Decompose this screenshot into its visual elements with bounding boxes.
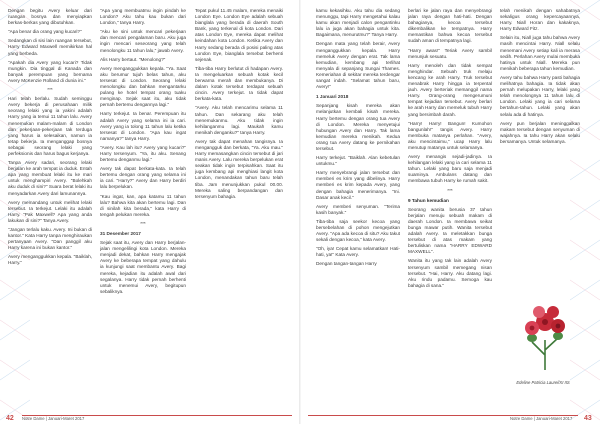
paragraph: "Oh, iya! Cepat kamu selamatkan! Hati-hati, ya!" Kata Avery.: [316, 246, 400, 258]
paragraph: Tiba-tiba saja seekor kecoa yang bersebelahan di pohon mengejutkan Avery. "Apa ada kecoa di situ? Aku takut sekali dengan kecoa," kata Avery.: [316, 218, 400, 243]
paragraph: Harry terkejut. Ia benar. Perempuan itu adalah Avery yang selama ini ia cari. Avery yang ia tolong 11 tahun lalu ketika tersesat di London. "Apa kau ingat namanya?" tanya Harry.: [100, 111, 186, 141]
paragraph: Wanita itu yang tak lain adalah Avery tersenyum sambil memegang nisan tersebut. "Hai, Harry. Aku datang lagi. Aku rindu padamu. Semoga kau bahagia di sana.": [408, 258, 492, 288]
paragraph: Avery menangis sejadi-jadinya. Ia kehilangan lelaki yang ia cari selama 11 tahun. Lelaki yang baru saja menjadi suaminya. Ambulans datang dan membawa tubuh Harry ke rumah sakit.: [408, 154, 492, 184]
paragraph: Alis Harry bertaut. "Menolong?": [100, 56, 166, 62]
paragraph: Dengan tangan-tangan Harry: [316, 261, 377, 267]
paragraph: berlari ke jalan raya dan menyebrangi jalan raya dengan hati-hati. Dengan bahagianya, kecoa tersebut dikembalikan ke tempatnya. Harry memastikan bahwa kecoa tersebut sudah aman di tempatnya lagi.: [408, 8, 492, 44]
paragraph: Sepanjang kisah mereka akan melanjutkan kembali kisah mereka. Harry bertemu dengan orang tua Avery di London. Mereka menyetujui hubungan Avery dan Harry. Tak lama kemudian mereka menikah. Kedua orang tua Avery datang ke pernikahan tersebut.: [316, 103, 400, 151]
paragraph: Tiba-tiba Harry berlutut di hadapan Avery. Ia mengeluarkan sebuah kotak kecil berwarna merah dan membukanya. Di dalam kotak tersebut terdapat sebuah cincin. Avery terkejut. Ia tidak dapat berkata-kata.: [195, 65, 283, 102]
paragraph: Seorang wanita berusia 37 tahun berjalan menuju sebuah makam di daerah London. Ia membawa seikat bunga mawar putih. Wanita tersebut adalah Avery. Ia meletakkan bunga tersebut di atas makam yang bertuliskan nama "HARRY EDWARD MAXWELL".: [408, 206, 492, 255]
paragraph: Sejak saat itu, Avery dan Harry berjalan-jalan mengelilingi kota London. Mereka menjadi dekat, bahkan Harry mengajak Avery ke beberapa tempat yang dahulu ia kunjungi saat membantu Avery. Bagi mereka, kejadian itu adalah awal dari segalanya. Harry tidak pernah berhenti untuk menemui Avery, begitupun sebaliknya.: [100, 240, 186, 294]
left-footer: [0, 410, 300, 424]
paragraph: telah menikah dengan sahabatnya sekaligus orang kepercayaannya, Harry. Niall Horan dan kakaknya, Harry Edward Fitz.: [500, 8, 580, 32]
paragraph: "Aku ke sini untuk mencari pekerjaan dan mencari pengalaman baru. Aku juga ingin mencari seseorang yang telah menolongku 11 tahun lalu," jawab Avery.: [100, 29, 186, 53]
right-footer: [300, 410, 600, 424]
paragraph: Avery memberi senyuman. "Terima kasih banyak.": [316, 203, 400, 215]
date-heading: 1 Januari 2018: [316, 94, 349, 100]
section-divider: ***: [47, 87, 53, 93]
paragraph: "Avery. Aku telah mencarimu selama 11 tahun. Dan sekarang aku telah menemukanmu. Aku tidak ingin kehilanganmu lagi. Maukah kamu menikah denganku?" tanya Harry.: [195, 105, 283, 135]
paragraph: "Harry! Harry! Bangun! Kumohon bangunlah!" tangis Avery. Harry membuka matanya perlahan. "Avery, aku mencintaimu," ucap Harry lalu menutup matanya untuk selamanya.: [408, 120, 492, 150]
section-divider: ***: [447, 187, 453, 193]
right-column-1: [316, 8, 400, 408]
paragraph: "Jangan terlalu kaku. Avery. Ini bukan di kantor." Kata Harry tanpa menghiraukan pertanyaan Avery. "Dan panggil aku Harry karena ini bukan kantor.": [8, 227, 92, 251]
paragraph: Avery memandang untuk melihat lelaki tersebut. Ia terkejut. Lelaki itu adalah Harry. "Pak Maxwell? Apa yang anda lakukan di sini?" Tanya Avery.: [8, 199, 92, 223]
paragraph: "Apa yang membuatmu ingin pindah ke London? Aku tahu kau bukan dari London," tanya Harry.: [100, 8, 186, 26]
paragraph: "Harry awas!" Teriak Avery sambil menunjuk sesuatu.: [408, 47, 492, 59]
paragraph: Avery menganggukkan kepala. "Ya. Saat aku berumur tujuh belas tahun, aku tersesat di London. Seorang lelaki menolongku dan bahkan mengantarku pulang ke hotel tempat orang tuaku menginap. Sejak saat itu, aku tidak pernah bertemu dengannya lagi.": [100, 65, 186, 108]
page-number: 42: [6, 415, 14, 422]
paragraph: "Avery. Kau lah itu? Avery yang kucari?" Harry tersenyum. "Ya, itu aku. Senang bertemu denganmu lagi.": [100, 144, 186, 163]
paragraph: Avery menganggukkan kepala. "Baiklah, Harry.": [8, 254, 92, 266]
paragraph: "Kau ingat, kan, apa katamu 11 tahun lalu? Bahwa kita akan bertemu lagi. Dan di sinilah kita berada," kata Harry di tengah pelukan mereka.: [100, 193, 186, 217]
paragraph: Selain itu, Niall juga tahu bahwa Avery masih mencintai Harry. Niall selalu menemani Avery setiap kali ia merasa sedih. Perlahan Avery mulai membuka hatinya untuk Niall. Mereka pun menikah beberapa tahun kemudian.: [500, 35, 580, 71]
right-column-2: [408, 8, 492, 408]
paragraph: Avery tak dapat berkata-kata. Ia telah bertemu dengan orang yang selama ini ia cari. "Harry?" Avery dan Harry berdiri lalu berpelukan.: [100, 166, 186, 190]
section-divider: ***: [140, 220, 146, 226]
paragraph: Tanpa Avery sadari, seorang lelaki berjalan ke arah tempat ia duduk. Entah apa yang membuat lelaki itu ke mari untuk menghampiri Avery. "Bolehkah aku duduk di sini?" Suara berat lelaki itu menyadarkan Avery dari lamunannya.: [8, 160, 92, 196]
paragraph: "Apakah dia Avery yang kucari? Tidak mungkin. Dia tinggal di Kanada dan banyak perempuan yang bernama Avery McKenzie Rolland di dunia ini.": [8, 59, 92, 83]
left-column-1: [8, 8, 92, 408]
paragraph: "Apa benar dia orang yang kucari?": [8, 29, 82, 35]
paragraph: Dengan mata yang telah berair, Avery menganggukkan kepala. Harry memeluk Avery dengan erat. Tak lama kemudian, kembang api terlihat menyala di sepanjang Sungai Thames. Kemeriahan di sekitar mereka terdengar sangat indah. "Selamat tahun baru, Avery!": [316, 41, 400, 90]
left-column-2: [100, 8, 186, 408]
paragraph: Dengan begitu Avery keluar dari ruangan bosnya dan menyiapkan berkas-berkas yang dibutuhkan.: [8, 8, 92, 26]
date-heading: 31 Desember 2017: [100, 231, 141, 236]
paragraph: kamu kekasihku. Aku tahu dia sedang menunggu, tapi Harry mengetahui kalau kamu akan menjadi calon pengantinku lalu ia juga akan bahagia untuk kita. Bagaimana, menurutmu?" Tanya Harry.: [316, 8, 400, 38]
magazine-title: Notre Dame | Januari-Maret 2017: [510, 416, 573, 421]
flower-bouquet-illustration: [510, 300, 580, 370]
section-heading: 9 Tahun kemudian: [408, 197, 449, 203]
paragraph: Harry menoleh dan tidak sempat menghindar. Sebuah truk melaju kencang ke arah Harry. Truk tersebut menabrak Harry hingga ia terpental jauh. Avery berteriak memanggil nama Harry. Orang-orang mengerumuni tempat kejadian tersebut. Avery berlari ke arah Harry dan memeluk tubuh Harry yang bersimbah darah.: [408, 62, 492, 117]
paragraph: Tepat pukul 11.45 malam, mereka menaiki London Eye. London Eye adalah sebuah bianglala yang berada di daerah South Bank, yang terkenal di kota London. Dari atas London Eye, mereka dapat melihat keindahan kota London. Ketika Avery dan Harry sedang berada di posisi paling atas London Eye, bianglala tersebut berhenti sejenak.: [195, 8, 283, 62]
left-column-3: [195, 8, 283, 408]
paragraph: Sedangkan di sisi lain ruangan tersebut, Harry Edward Maxwell memikirkan hal yang berbeda.: [8, 38, 92, 56]
paragraph: Harry menyebrangi jalan tersebut dan memberi es krim yang dibelinya. Harry memberi es krim kepada Avery, yang dengan bahagia menerimanya. "Ini. Dasar anak kecil.": [316, 170, 400, 200]
illustration-caption: Edeline Patricia Laurel/XI IIS: [516, 380, 570, 385]
right-column-3: [500, 8, 580, 298]
paragraph: Avery pun berjalan meninggalkan makam tersebut dengan senyuman di wajahnya. Ia tahu Harry akan selalu bersamanya. Untuk selamanya.: [500, 120, 580, 144]
paragraph: Harry terkejut. "Baiklah. Alan kebetulan untukmu.": [316, 155, 400, 167]
magazine-title: Notre Dame | Januari-Maret 2017: [22, 416, 85, 421]
page-number: 43: [584, 415, 592, 422]
paragraph: Hari telah berlalu. Sudah seminggu Avery bekerja di perusahaan milik seorang lelaki yang ia yakini adalah Harry yang ia temui 11 tahun lalu. Avery menemukan malam-malam di London dan pekerjaan-pekerjaan tak terduga yang harus ia selesaikan, namun ia tetap bekerja. Ia menganggap bosnya sebagai seorang lelaki yang perfeksionis dan harus bagus kerjanya.: [8, 96, 92, 156]
paragraph: Avery tak dapat menahan tangisnya. Ia mengangguk dan berkata, "Ya. Aku mau." Harry memasangkan cincin tersebut di jari manis Avery. Lalu mereka berpelukan erat seakan tidak ingin terpisahkan. Saat itu juga kembang api menghiasi langit kota London, menandakan tahun baru telah tiba. Jam menunjukkan pukul 00.00. Mereka saling berpandangan dan tersenyum bahagia.: [195, 138, 283, 199]
paragraph: Avery tahu bahwa Harry pasti bahagia melihatnya bahagia. Ia tidak akan pernah melupakan Harry, lelaki yang telah menolongnya 11 tahun lalu di London. Lelaki yang ia cari selama bertahun-tahun. Lelaki yang akan selalu ada di hatinya.: [500, 74, 580, 117]
